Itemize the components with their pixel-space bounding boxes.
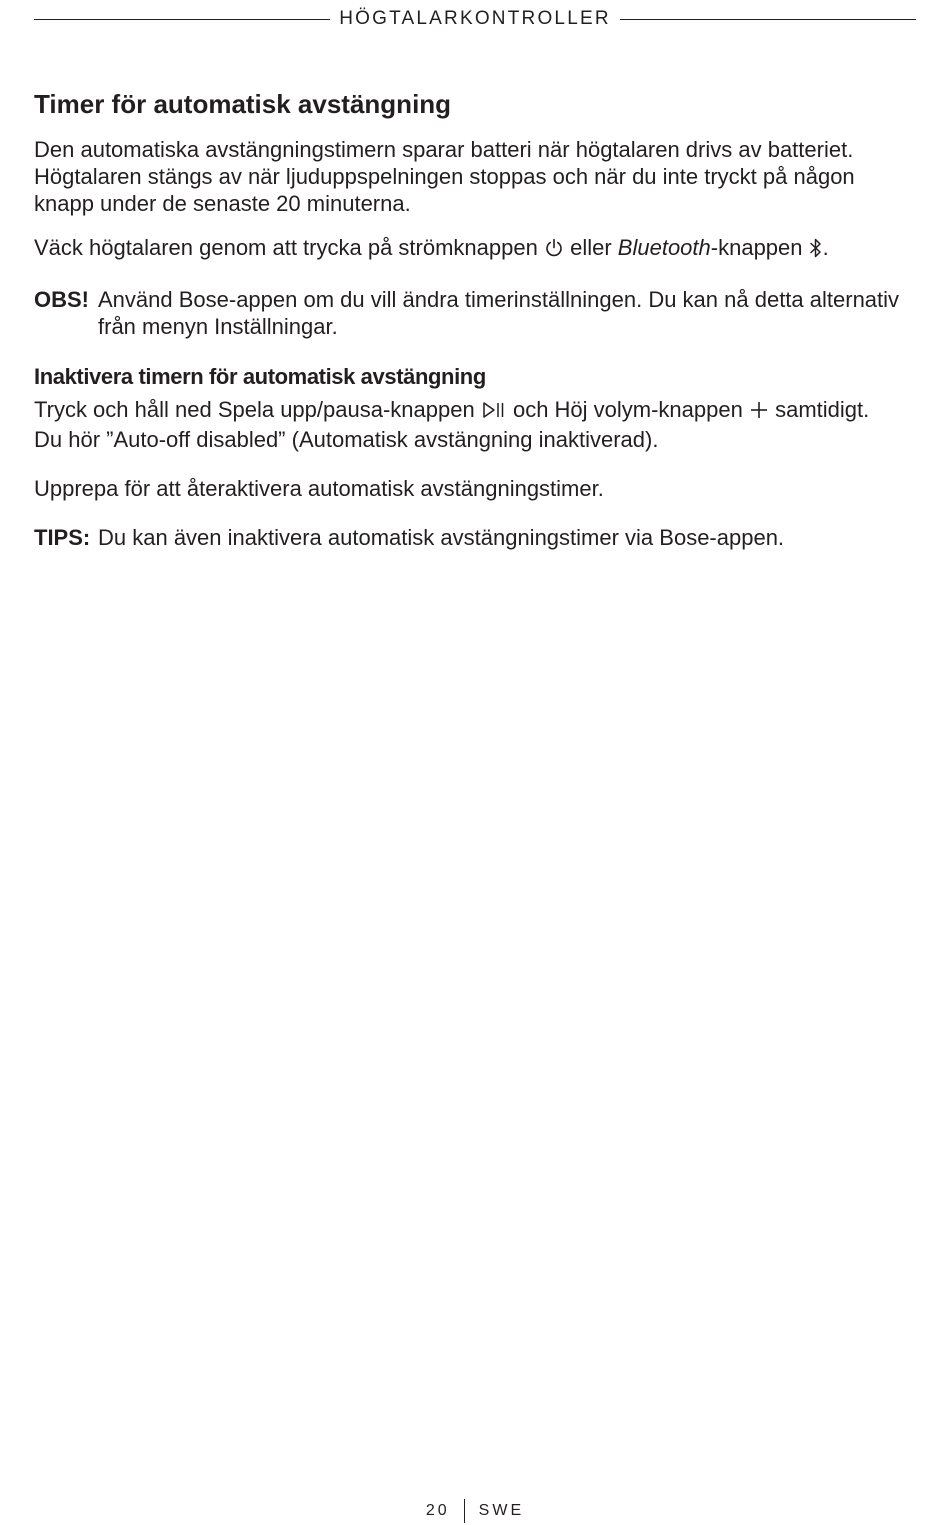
wake-text-start: Väck högtalaren genom att trycka på strömknappen [34,235,538,260]
power-icon [544,237,564,264]
header-rule-right [620,19,916,20]
wake-paragraph [34,234,916,264]
subsection-title: Inaktivera timern för automatisk avstängning [34,364,486,389]
header-rule-left [34,19,330,20]
bluetooth-word: Bluetooth [617,235,711,260]
disable-text-start: Tryck och håll ned Spela upp/pausa-knappen [34,397,475,422]
page-header [34,6,916,32]
intro-paragraph: Den automatiska avstängningstimern sparar batteri när högtalaren drivs av batteriet. Högtalaren stängs av när ljuduppspelningen stoppas och när du inte tryckt på någon knapp under de senaste 20 minuterna. [34,137,855,216]
footer-separator [464,1499,465,1523]
wake-text-end: . [822,235,829,260]
wake-text-knappen: -knappen [710,235,803,260]
disable-instruction [34,396,916,453]
tip-text: Du kan även inaktivera automatisk avstängningstimer via Bose-appen. [98,525,785,550]
page-footer [0,1498,950,1524]
page-content [34,86,916,551]
bluetooth-icon [809,237,823,264]
wake-text-middle: eller [570,235,612,260]
repeat-paragraph: Upprepa för att återaktivera automatisk avstängningstimer. [34,476,604,501]
disable-text-middle: och Höj volym-knappen [512,397,743,422]
section-title: Timer för automatisk avstängning [34,89,452,119]
header-title: HÖGTALARKONTROLLER [339,8,611,29]
plus-icon [749,399,769,426]
play-pause-icon [481,399,507,426]
language-code: SWE [478,1502,525,1519]
tip-tag: TIPS: [34,525,91,550]
note-tag: OBS! [34,287,89,312]
disable-text-line2: Du hör ”Auto-off disabled” (Automatisk avstängning inaktiverad). [34,427,659,452]
disable-text-end: samtidigt. [775,397,870,422]
note-text: Använd Bose-appen om du vill ändra timerinställningen. Du kan nå detta alternativ från menyn Inställningar. [98,287,900,339]
page-number: 20 [425,1502,450,1519]
tip-block [34,524,916,551]
note-block [34,286,916,340]
